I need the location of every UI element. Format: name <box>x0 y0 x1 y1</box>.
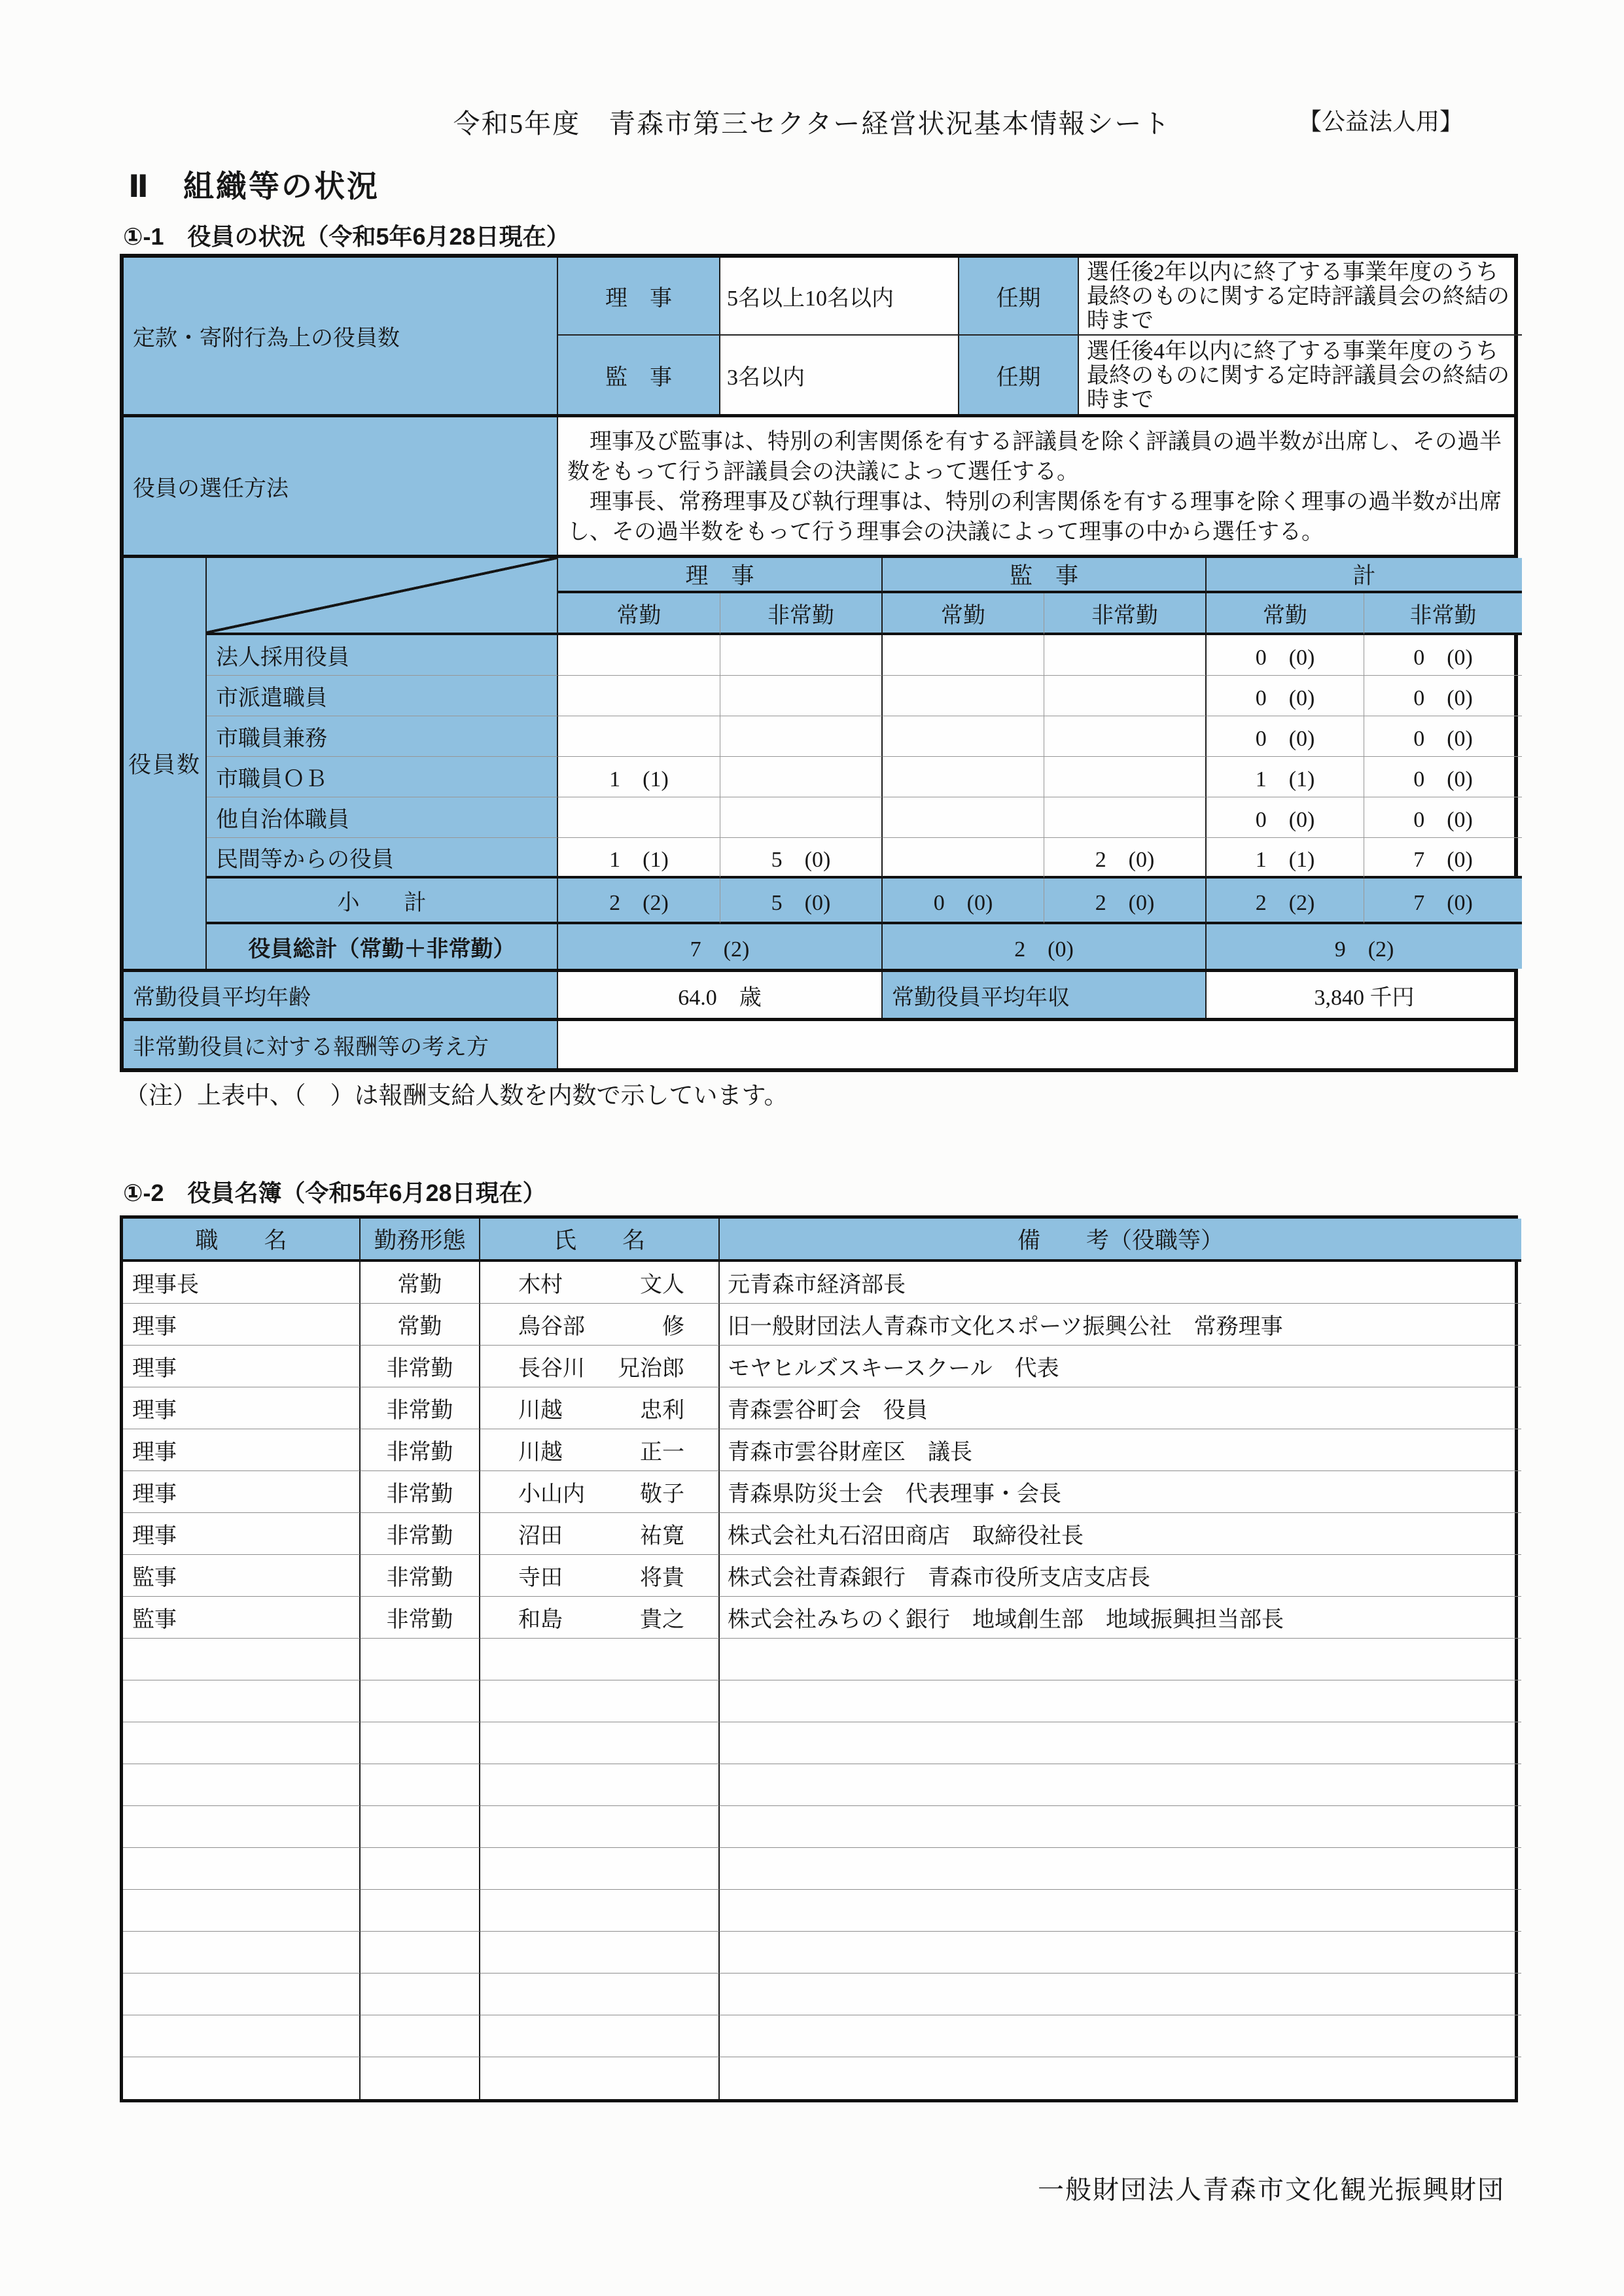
empty-cell <box>123 1890 361 1932</box>
matrix-cell <box>720 757 883 797</box>
role-count: 3名以内 <box>720 336 959 414</box>
empty-cell <box>361 1848 480 1890</box>
matrix-cell: 2 (0) <box>1044 838 1207 878</box>
empty-row <box>123 1764 1521 1806</box>
empty-row <box>123 2015 1521 2057</box>
empty-row <box>123 1848 1521 1890</box>
roster-note-cell: 旧一般財団法人青森市文化スポーツ振興公社 常務理事 <box>720 1304 1521 1346</box>
avg-age-value: 64.0 歳 <box>558 972 883 1018</box>
matrix-cell: 0 (0) <box>1364 797 1522 838</box>
empty-cell <box>361 2015 480 2057</box>
empty-cell <box>720 1639 1521 1680</box>
total-cell: 7 (2) <box>558 924 883 969</box>
matrix-cell <box>1044 635 1207 676</box>
empty-cell <box>720 1680 1521 1722</box>
role-name: 理 事 <box>558 258 720 336</box>
selection-method-paragraph: 理事長、常務理事及び執行理事は、特別の利害関係を有する理事を除く理事の過半数が出席し、その過半数をもって行う理事会の決議によって理事の中から選任する。 <box>567 490 1502 544</box>
roster-type-cell: 常勤 <box>361 1262 480 1304</box>
surname: 和島 <box>518 1608 563 1632</box>
matrix-cell: 0 (0) <box>1207 635 1364 676</box>
matrix-cell <box>883 676 1044 716</box>
term-label: 任期 <box>959 336 1079 414</box>
matrix-row-label: 他自治体職員 <box>207 797 558 838</box>
roster-note-cell: 株式会社みちのく銀行 地域創生部 地域振興担当部長 <box>720 1597 1521 1639</box>
matrix-cell: 1 (1) <box>1207 757 1364 797</box>
empty-cell <box>123 1764 361 1806</box>
selection-method-label: 役員の選任方法 <box>124 417 558 555</box>
empty-cell <box>123 1974 361 2015</box>
avg-salary-value: 3,840 千円 <box>1314 985 1415 1010</box>
empty-cell <box>361 1680 480 1722</box>
roster-row <box>123 1387 1521 1429</box>
matrix-row-label: 法人採用役員 <box>207 635 558 676</box>
officer-roster-table <box>120 1215 1518 2102</box>
empty-cell <box>123 1932 361 1974</box>
empty-cell <box>480 1848 720 1890</box>
roster-title-cell: 理事 <box>123 1513 361 1555</box>
empty-cell <box>123 2057 361 2099</box>
document-header <box>0 102 1624 141</box>
subtotal-cell: 7 (0) <box>1364 878 1522 924</box>
roster-title-cell: 理事 <box>123 1471 361 1513</box>
empty-cell <box>361 1932 480 1974</box>
matrix-cell: 0 (0) <box>1364 635 1522 676</box>
roster-name-cell <box>480 1597 720 1639</box>
empty-cell <box>720 2015 1521 2057</box>
surname: 沼田 <box>518 1524 563 1548</box>
articles-officer-count-section <box>124 258 1514 414</box>
roster-type-cell: 常勤 <box>361 1304 480 1346</box>
officer-count-matrix-section <box>124 555 1514 969</box>
role-count: 5名以上10名以内 <box>720 258 959 336</box>
total-cell: 9 (2) <box>1207 924 1522 969</box>
remuneration-policy-section <box>124 1018 1514 1068</box>
roster-name-cell <box>480 1429 720 1471</box>
empty-cell <box>720 1848 1521 1890</box>
roster-note-cell: モヤヒルズスキースクール 代表 <box>720 1346 1521 1387</box>
note-text: （注）上表中、（ ）は報酬支給人数を内数で示しています。 <box>124 1083 788 1109</box>
empty-cell <box>480 1932 720 1974</box>
empty-cell <box>720 1890 1521 1932</box>
roster-type-cell: 非常勤 <box>361 1555 480 1597</box>
empty-cell <box>361 1890 480 1932</box>
term-text: 選任後4年以内に終了する事業年度のうち最終のものに関する定時評議員会の終結の時まで <box>1087 339 1509 412</box>
matrix-cell <box>558 716 720 757</box>
subsection-2-heading: ①-2 役員名簿（令和5年6月28日現在） <box>123 1179 546 1206</box>
roster-type-cell: 非常勤 <box>361 1513 480 1555</box>
matrix-cell <box>883 635 1044 676</box>
roster-title-cell: 監事 <box>123 1597 361 1639</box>
roster-note-cell: 青森市雲谷財産区 議長 <box>720 1429 1521 1471</box>
roster-name-cell <box>480 1262 720 1304</box>
empty-cell <box>123 1848 361 1890</box>
given-name: 兄治郎 <box>618 1357 684 1381</box>
footer-org-name: 一般財団法人青森市文化観光振興財団 <box>1038 2175 1505 2204</box>
matrix-corner-diagonal <box>207 558 558 635</box>
empty-cell <box>480 2057 720 2099</box>
matrix-subcol-header: 常勤 <box>883 593 1044 635</box>
roster-note-cell: 青森雲谷町会 役員 <box>720 1387 1521 1429</box>
empty-cell <box>480 1890 720 1932</box>
empty-row <box>123 1890 1521 1932</box>
matrix-row-label: 市派遣職員 <box>207 676 558 716</box>
subtotal-cell: 2 (2) <box>558 878 720 924</box>
matrix-cell <box>558 797 720 838</box>
empty-row <box>123 1932 1521 1974</box>
roster-title-cell: 理事長 <box>123 1262 361 1304</box>
roster-row <box>123 1262 1521 1304</box>
subtotal-cell: 2 (2) <box>1207 878 1364 924</box>
matrix-subcol-header: 常勤 <box>1207 593 1364 635</box>
empty-cell <box>361 1806 480 1848</box>
empty-cell <box>480 1722 720 1764</box>
given-name: 忠利 <box>640 1399 684 1423</box>
subtotal-cell: 2 (0) <box>1044 878 1207 924</box>
empty-row <box>123 1974 1521 2015</box>
matrix-row-label: 民間等からの役員 <box>207 838 558 878</box>
matrix-subcol-header: 非常勤 <box>1044 593 1207 635</box>
roster-row <box>123 1555 1521 1597</box>
empty-cell <box>480 2015 720 2057</box>
roster-col-header: 備 考（役職等） <box>720 1219 1521 1262</box>
empty-cell <box>123 1806 361 1848</box>
given-name: 修 <box>662 1315 684 1339</box>
empty-cell <box>123 1680 361 1722</box>
empty-cell <box>123 1722 361 1764</box>
term-text: 選任後2年以内に終了する事業年度のうち最終のものに関する定時評議員会の終結の時まで <box>1079 258 1522 336</box>
matrix-group-header: 計 <box>1207 558 1522 593</box>
empty-cell <box>361 2057 480 2099</box>
selection-method-section <box>124 414 1514 555</box>
roster-row <box>123 1471 1521 1513</box>
surname: 川越 <box>518 1440 563 1465</box>
given-name: 将貴 <box>640 1566 684 1590</box>
officer-status-table <box>120 254 1518 1072</box>
empty-cell <box>720 1722 1521 1764</box>
remuneration-policy-label: 非常勤役員に対する報酬等の考え方 <box>124 1021 558 1068</box>
empty-cell <box>480 1974 720 2015</box>
empty-cell <box>361 1974 480 2015</box>
matrix-group-header: 監 事 <box>883 558 1207 593</box>
roster-name-cell <box>480 1346 720 1387</box>
matrix-side-label: 役員数 <box>124 558 207 969</box>
given-name: 正一 <box>640 1440 684 1465</box>
surname: 鳥谷部 <box>518 1315 585 1339</box>
matrix-cell <box>558 635 720 676</box>
matrix-row-label: 市職員ＯＢ <box>207 757 558 797</box>
matrix-cell: 1 (1) <box>558 838 720 878</box>
empty-row <box>123 1680 1521 1722</box>
remuneration-policy-value <box>558 1021 1522 1068</box>
roster-note-cell: 株式会社丸石沼田商店 取締役社長 <box>720 1513 1521 1555</box>
empty-cell <box>480 1639 720 1680</box>
roster-row <box>123 1346 1521 1387</box>
matrix-cell: 5 (0) <box>720 838 883 878</box>
avg-age-label: 常勤役員平均年齢 <box>124 972 558 1018</box>
empty-cell <box>361 1722 480 1764</box>
articles-count-label: 定款・寄附行為上の役員数 <box>124 258 558 414</box>
empty-cell <box>361 1764 480 1806</box>
surname: 川越 <box>518 1399 563 1423</box>
matrix-cell <box>883 757 1044 797</box>
roster-row <box>123 1597 1521 1639</box>
roster-row <box>123 1304 1521 1346</box>
matrix-cell: 7 (0) <box>1364 838 1522 878</box>
page-title: 令和5年度 青森市第三セクター経営状況基本情報シート <box>453 109 1171 139</box>
role-name: 監 事 <box>558 336 720 414</box>
matrix-cell <box>883 797 1044 838</box>
roster-row <box>123 1429 1521 1471</box>
subtotal-cell: 5 (0) <box>720 878 883 924</box>
matrix-cell: 0 (0) <box>1364 676 1522 716</box>
roster-body <box>123 1219 1521 2099</box>
given-name: 文人 <box>640 1273 684 1297</box>
matrix-cell <box>558 676 720 716</box>
empty-cell <box>480 1806 720 1848</box>
empty-cell <box>720 1764 1521 1806</box>
matrix-row-label: 市職員兼務 <box>207 716 558 757</box>
subtotal-label: 小 計 <box>207 878 558 924</box>
given-name: 敬子 <box>640 1482 684 1506</box>
matrix-cell: 1 (1) <box>558 757 720 797</box>
surname: 小山内 <box>518 1482 585 1506</box>
empty-cell <box>480 1764 720 1806</box>
matrix-cell <box>1044 797 1207 838</box>
matrix-subcol-header: 常勤 <box>558 593 720 635</box>
matrix-cell: 0 (0) <box>1364 716 1522 757</box>
avg-salary-label: 常勤役員平均年収 <box>883 972 1207 1018</box>
matrix-cell <box>720 635 883 676</box>
given-name: 貴之 <box>640 1608 684 1632</box>
averages-section <box>124 969 1514 1018</box>
subtotal-cell: 0 (0) <box>883 878 1044 924</box>
matrix-cell <box>883 716 1044 757</box>
roster-note-cell: 元青森市経済部長 <box>720 1262 1521 1304</box>
surname: 木村 <box>518 1273 563 1297</box>
empty-cell <box>720 1932 1521 1974</box>
matrix-cell <box>1044 757 1207 797</box>
matrix-cell <box>720 716 883 757</box>
roster-name-cell <box>480 1471 720 1513</box>
empty-cell <box>720 1806 1521 1848</box>
matrix-group-header: 理 事 <box>558 558 883 593</box>
roster-title-cell: 理事 <box>123 1429 361 1471</box>
doc-type-tag: 【公益法人用】 <box>1298 109 1464 135</box>
roster-col-header: 氏 名 <box>480 1219 720 1262</box>
roster-type-cell: 非常勤 <box>361 1346 480 1387</box>
selection-method-paragraph: 理事及び監事は、特別の利害関係を有する評議員を除く評議員の過半数が出席し、その過半数をもって行う評議員会の決議によって選任する。 <box>567 430 1502 484</box>
roster-name-cell <box>480 1304 720 1346</box>
given-name: 祐寛 <box>640 1524 684 1548</box>
roster-col-header: 勤務形態 <box>361 1219 480 1262</box>
matrix-cell <box>720 797 883 838</box>
selection-method-text <box>558 417 1522 555</box>
matrix-cell: 0 (0) <box>1364 757 1522 797</box>
empty-row <box>123 1806 1521 1848</box>
empty-cell <box>720 1974 1521 2015</box>
matrix-cell <box>883 838 1044 878</box>
empty-cell <box>361 1639 480 1680</box>
matrix-cell: 1 (1) <box>1207 838 1364 878</box>
roster-note-cell: 青森県防災士会 代表理事・会長 <box>720 1471 1521 1513</box>
roster-name-cell <box>480 1387 720 1429</box>
roster-name-cell <box>480 1555 720 1597</box>
roster-note-cell: 株式会社青森銀行 青森市役所支店支店長 <box>720 1555 1521 1597</box>
matrix-cell <box>1044 676 1207 716</box>
matrix-cell <box>720 676 883 716</box>
matrix-cell: 0 (0) <box>1207 797 1364 838</box>
roster-name-cell <box>480 1513 720 1555</box>
roster-title-cell: 理事 <box>123 1346 361 1387</box>
matrix-subcol-header: 非常勤 <box>720 593 883 635</box>
surname: 長谷川 <box>518 1357 585 1381</box>
matrix-cell: 0 (0) <box>1207 716 1364 757</box>
matrix-subcol-header: 非常勤 <box>1364 593 1522 635</box>
empty-cell <box>123 1639 361 1680</box>
matrix-cell <box>1044 716 1207 757</box>
empty-row <box>123 1639 1521 1680</box>
total-cell: 2 (0) <box>883 924 1207 969</box>
surname: 寺田 <box>518 1566 563 1590</box>
empty-row <box>123 2057 1521 2099</box>
subsection-1-heading: ①-1 役員の状況（令和5年6月28日現在） <box>123 223 570 250</box>
roster-type-cell: 非常勤 <box>361 1387 480 1429</box>
roster-row <box>123 1513 1521 1555</box>
roster-type-cell: 非常勤 <box>361 1597 480 1639</box>
matrix-cell: 0 (0) <box>1207 676 1364 716</box>
empty-cell <box>720 2057 1521 2099</box>
roster-title-cell: 監事 <box>123 1555 361 1597</box>
empty-cell <box>480 1680 720 1722</box>
term-label: 任期 <box>959 258 1079 336</box>
roster-type-cell: 非常勤 <box>361 1429 480 1471</box>
empty-row <box>123 1722 1521 1764</box>
roster-title-cell: 理事 <box>123 1304 361 1346</box>
section-heading: Ⅱ 組織等の状況 <box>128 169 380 203</box>
roster-type-cell: 非常勤 <box>361 1471 480 1513</box>
total-label: 役員総計（常勤＋非常勤） <box>207 924 558 969</box>
roster-title-cell: 理事 <box>123 1387 361 1429</box>
roster-col-header: 職 名 <box>123 1219 361 1262</box>
empty-cell <box>123 2015 361 2057</box>
